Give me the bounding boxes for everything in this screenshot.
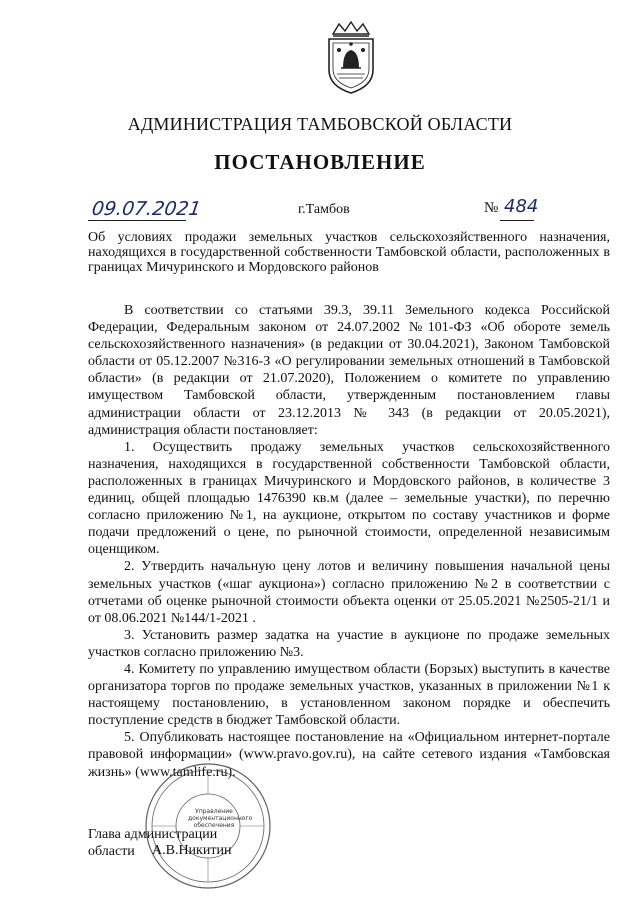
number-label: № bbox=[484, 200, 499, 216]
signatory-name: А.В.Никитин bbox=[152, 843, 232, 858]
document-date: 09.07.2021 bbox=[90, 198, 203, 220]
clause-1: 1. Осуществить продажу земельных участков сельскохозяйственного назначения, находящихся в государственной собственности Тамбовской области, расположенных в границах Мичуринского и Мордовского районов, в количестве 3 единиц, общей площадью 1476390 кв.м (далее – земельные участки), по перечню согласно приложению №1, на аукционе, открытом по составу участников и форме подачи предложений о цене, по рыночной стоимости, определенной независимым оценщиком. bbox=[88, 439, 610, 558]
city: г.Тамбов bbox=[298, 202, 350, 217]
signature-position-line1: Глава администрации bbox=[88, 827, 218, 842]
tambov-coat-of-arms-icon bbox=[319, 20, 383, 96]
document-type: ПОСТАНОВЛЕНИЕ bbox=[214, 150, 426, 174]
clause-2: 2. Утвердить начальную цену лотов и величину повышения начальной цены земельных участков («шаг аукциона») согласно приложению №2 в соответствии с отчетами об оценке рыночной стоимости объекта оценки от 25.05.2021 №2505-21/1 и от 08.06.2021 №144/1-2021 . bbox=[88, 559, 610, 626]
preamble-paragraph: В соответствии со статьями 39.3, 39.11 Земельного кодекса Российской Федерации, Федеральным законом от 24.07.2002 №101-ФЗ «Об обороте земель сельскохозяйственного назначения» (в редакции от 30.04.2021), Законом Тамбовской области от 05.12.2007 №316-З «О регулировании земельных отношений в Тамбовской области» (в редакции от 21.07.2020), Положением о комитете по управлению имуществом Тамбовской области, утвержденным постановлением главы администрации области от 23.12.2013 № 343 (в редакции от 20.05.2021), администрация области постановляет: bbox=[88, 303, 610, 438]
clause-4: 4. Комитету по управлению имуществом области (Борзых) выступить в качестве организатора торгов по продаже земельных участков, указанных в приложении №1 к настоящему постановлению, в установленном законом порядке и обеспечить поступление средств в бюджет Тамбовской области. bbox=[88, 661, 610, 729]
document-subject: Об условиях продажи земельных участков сельскохозяйственного назначения, находящихся в государственной собственности Тамбовской области, расположенных в границах Мичуринского и Мордовского районов bbox=[88, 230, 610, 275]
signature-position-line2: области bbox=[88, 844, 135, 859]
date-underline bbox=[88, 220, 186, 221]
stamp-text: Управление документационного обеспечения bbox=[188, 808, 253, 829]
document-body bbox=[88, 302, 610, 781]
clause-3: 3. Установить размер задатка на участие в аукционе по продаже земельных участков согласно приложению №3. bbox=[88, 627, 610, 660]
clause-5: 5. Опубликовать настоящее постановление на «Официальном интернет-портале правовой информации» (www.pravo.gov.ru), на сайте сетевого издания «Тамбовская жизнь» (www.tamlife.ru). bbox=[88, 730, 610, 780]
number-underline bbox=[500, 220, 534, 221]
organization-title: АДМИНИСТРАЦИЯ ТАМБОВСКОЙ ОБЛАСТИ bbox=[127, 114, 513, 134]
document-number: 484 bbox=[504, 196, 539, 217]
